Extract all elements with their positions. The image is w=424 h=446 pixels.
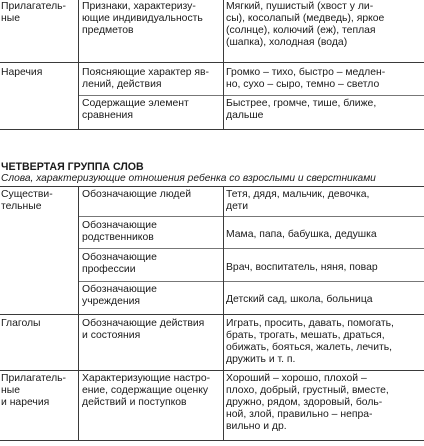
adj-adv-examples: Хороший – хорошо, плохой – плохо, добрый, грустный, вместе, дружно, рядом, здоровый, боль- ной, злой, правильно – непра- вильно и др. [226,373,389,433]
table-bottom-border [0,129,424,130]
nouns-feature-relatives: Обозначающие родственников [82,220,157,244]
column-divider [78,0,79,129]
nouns-feature-professions: Обозначающие профессии [82,252,157,276]
row-divider [0,314,424,315]
nouns-examples-professions: Врач, воспитатель, няня, повар [226,262,378,273]
row-divider [0,370,424,371]
adverbs-feature-1: Поясняющие характер яв- лений, действия [82,67,210,91]
adverbs-examples-1: Громко – тихо, быстро – медлен- но, сухо – сыро, темно – светло [226,67,386,91]
adverbs-part-label: Наречия [1,67,43,78]
subrow-divider [78,281,424,282]
row-divider [0,62,424,63]
nouns-feature-people: Обозначающие людей [82,189,192,200]
subrow-divider [78,216,424,217]
nouns-examples-people: Тетя, дядя, мальчик, девочка, дети [226,189,370,213]
adjectives-examples: Мягкий, пушистый (хвост у ли- сы), косолапый (медведь), яркое (солнце), колючий (еж), теплая (шапка), холодная (вода) [226,1,385,49]
adjectives-feature: Признаки, характеризу- ющие индивидуальность предметов [82,1,203,37]
subrow-divider [78,95,424,96]
adjectives-part-label: Прилагатель- ные [1,1,67,25]
verbs-feature: Обозначающие действия и состояния [82,318,205,342]
verbs-examples: Играть, просить, давать, помогать, брать, трогать, мешать, драться, обижать, бояться, жалеть, лечить, дружить и т. п. [226,318,394,366]
section-title: ЧЕТВЕРТАЯ ГРУППА СЛОВ [1,161,144,173]
column-divider [78,186,79,440]
adverbs-examples-2: Быстрее, громче, тише, ближе, дальше [226,98,377,122]
nouns-feature-institutions: Обозначающие учреждения [82,284,157,308]
nouns-examples-relatives: Мама, папа, бабушка, дедушка [226,229,377,240]
section-subtitle: Слова, характеризующие отношения ребенка со взрослыми и сверстниками [1,173,376,184]
adverbs-feature-2: Содержащие элемент сравнения [82,98,189,122]
subrow-divider [78,248,424,249]
table-top-border [0,186,424,187]
adj-adv-feature: Характеризующие настро- ение, содержащие оценку действий и поступков [82,373,211,409]
column-divider [223,0,224,129]
verbs-part-label: Глаголы [1,318,41,329]
nouns-examples-institutions: Детский сад, школа, больница [226,294,373,305]
column-divider [223,186,224,440]
table-bottom-border [0,440,424,441]
nouns-part-label: Существи- тельные [1,189,53,213]
adj-adv-part-label: Прилагатель- ные и наречия [1,373,67,409]
